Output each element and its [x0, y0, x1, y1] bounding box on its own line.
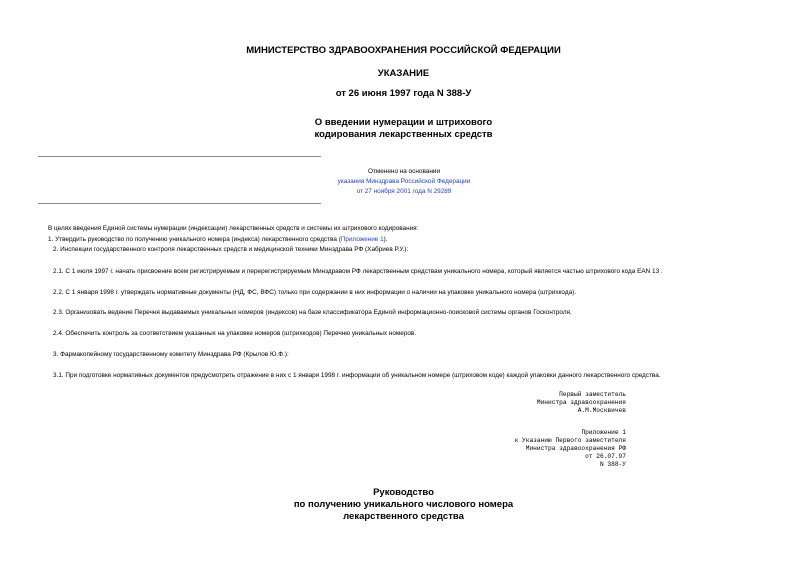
paragraph-2: 2. Инспекции государственного контроля лекарственных средств и медицинской техники Минздрава РФ (Хабриев Р.У.): [53, 246, 409, 253]
document-title-line-2: кодирования лекарственных средств [314, 129, 493, 140]
paragraph-2-2: 2.2. С 1 января 1998 г. утверждать нормативные документы (НД, ФС, ВФС) только при содержании в них информации о наличии на упаковке уникального номера (штрихкода). [53, 289, 577, 296]
appendix-date: от 26.07.97 [585, 453, 626, 460]
signature-position: Первый заместитель [559, 391, 626, 398]
cancel-note-link-line-2[interactable]: от 27 ноября 2001 года N 29289 [356, 188, 452, 195]
appendix-header [515, 429, 626, 469]
appendix-reference: к Указанию Первого заместителя [514, 437, 626, 444]
cancel-note-link-line-1[interactable]: указания Минздрава Российской Федерации [337, 178, 471, 185]
paragraph-3-1: 3.1. При подготовке нормативных документов предусмотреть отражение в них с 1 января 1998 г. информации об уникальном номере (штриховом коде) каждой упаковки данного лекарственного средства. [53, 372, 661, 379]
paragraph-3: 3. Фармакопейному государственному комитету Минздрава РФ (Крылов Ю.Ф.): [53, 351, 289, 358]
guide-title-line-2: по получению уникального числового номера [293, 499, 514, 510]
paragraph-1-text: 1. Утвердить руководство по получению уникального номера (индекса) лекарственного средства ( [48, 236, 341, 243]
paragraph-2-4: 2.4. Обеспечить контроль за соответствием указанных на упаковке номеров (штрихкодов) Перечню уникальных номеров. [53, 330, 417, 337]
intro-paragraph: В целях введения Единой системы нумерации (индексации) лекарственных средств и системы их штрихового кодирования: [48, 225, 419, 232]
signature-name: А.М.Москвичев [577, 407, 626, 414]
document-date-number: от 26 июня 1997 года N 388-У [335, 88, 472, 99]
appendix-ministry: Министра здравоохранения РФ [525, 445, 626, 452]
signature-block [537, 391, 626, 415]
cancel-note-text: Отменено на основании [367, 168, 441, 175]
appendix-number: Приложение 1 [581, 429, 626, 436]
signature-ministry: Министра здравоохранения [536, 399, 626, 406]
paragraph-1 [48, 236, 388, 244]
appendix-doc-number: N 388-У [600, 461, 626, 468]
cancel-note [300, 167, 508, 197]
divider-bottom [38, 203, 321, 204]
guide-title-line-1: Руководство [373, 487, 434, 498]
paragraph-1-end: ). [383, 236, 388, 243]
ministry-heading: МИНИСТЕРСТВО ЗДРАВООХРАНЕНИЯ РОССИЙСКОЙ ФЕДЕРАЦИИ [246, 45, 561, 56]
document-type: УКАЗАНИЕ [377, 68, 430, 79]
divider-top [38, 156, 321, 157]
document-title-line-1: О введении нумерации и штрихового [314, 117, 493, 128]
paragraph-2-3: 2.3. Организовать ведение Перечня выдаваемых уникальных номеров (индексов) на базе классификатора Единой информационно-поисковой системы органов Госконтроля. [53, 309, 572, 316]
cancel-note-link[interactable] [300, 177, 508, 197]
appendix-1-link[interactable]: Приложение 1 [340, 236, 384, 243]
paragraph-2-1: 2.1. С 1 июля 1997 г. начать присвоение всем регистрируемым и перерегистрируемым Минздравом РФ лекарственным средствам уникального номера, который является частью штрихового кода EAN 13 . [53, 268, 663, 275]
guide-title-line-3: лекарственного средства [343, 511, 464, 522]
